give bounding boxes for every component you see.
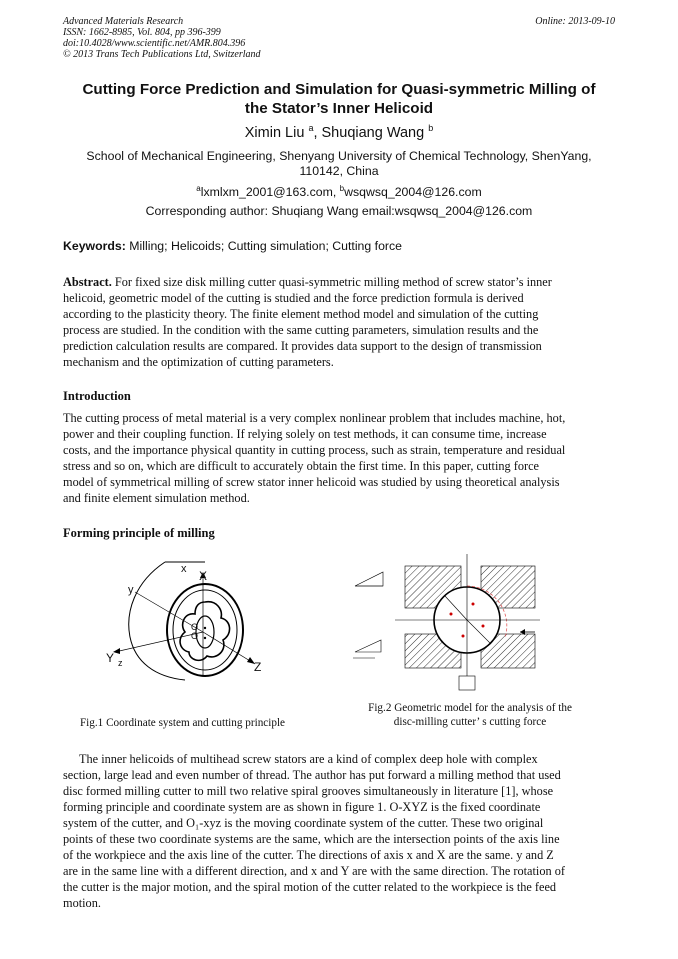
intro-line-1: The cutting process of metal material is a very complex nonlinear problem that includes machine, hot, bbox=[63, 411, 566, 425]
abstract bbox=[63, 274, 614, 370]
title-line-1: Cutting Force Prediction and Simulation for Quasi-symmetric Milling of bbox=[82, 81, 596, 98]
fig1-cutter-disc bbox=[196, 616, 214, 648]
introduction-body bbox=[63, 410, 614, 506]
author-2: Shuqiang Wang bbox=[321, 124, 425, 141]
abstract-line-1: For fixed size disk milling cutter quasi-symmetric milling method of screw stator’s inner bbox=[114, 275, 552, 289]
fig1-label-Y: Y bbox=[106, 651, 115, 665]
fig1-label-z: z bbox=[118, 658, 123, 668]
figure-1-caption: Fig.1 Coordinate system and cutting principle bbox=[79, 717, 286, 729]
introduction-heading: Introduction bbox=[63, 389, 131, 403]
fig1-helicoid-profile bbox=[180, 602, 230, 661]
paper-title bbox=[40, 80, 638, 118]
authors bbox=[40, 123, 638, 141]
figure-2-diagram bbox=[345, 548, 545, 693]
abstract-line-4: process are studied. In the condition with the same cutting parameters, simulation results and the bbox=[63, 323, 539, 337]
author-sep: , bbox=[313, 124, 318, 141]
online-date: Online: 2013-09-10 bbox=[535, 16, 615, 27]
intro-line-5: model of symmetrical milling of screw stator inner helicoid was studied by using theoretical analysis bbox=[63, 475, 560, 489]
figure-2-caption bbox=[340, 701, 600, 729]
fig1-label-Z: Z bbox=[254, 660, 262, 674]
fig2-velocity-triangle-bottom bbox=[355, 640, 381, 652]
body-line-5: system of the cutter, and O₁-xyz is the moving coordinate system of the cutter. These two original bbox=[63, 816, 544, 830]
abstract-line-2: helicoid, geometric model of the cutting is studied and the force prediction formula is derived bbox=[63, 291, 524, 305]
affiliation-line-1: School of Mechanical Engineering, Shenyang University of Chemical Technology, ShenYang, bbox=[86, 149, 592, 163]
author-1: Ximin Liu bbox=[244, 124, 305, 141]
fig1-label-O: O bbox=[191, 622, 199, 632]
body-line-9: the cutter is the major motion, and the spiral motion of the cutter related to the workpiece is the feed bbox=[63, 880, 557, 894]
body-line-10: motion. bbox=[63, 896, 101, 910]
email-b-sup: b bbox=[339, 184, 345, 193]
abstract-label: Abstract. bbox=[63, 275, 112, 289]
title-line-2: the Stator’s Inner Helicoid bbox=[244, 100, 434, 117]
corresponding-author: Corresponding author: Shuqiang Wang email:wsqwsq_2004@126.com bbox=[145, 204, 533, 218]
fig1-outer-ring bbox=[167, 584, 243, 676]
email-a[interactable]: lxmlxm_2001@163.com, bbox=[200, 185, 337, 200]
affiliation bbox=[40, 149, 638, 179]
fig2-force-box bbox=[459, 676, 475, 690]
intro-line-4: stress and so on, which are difficult to accurately obtain the first time. In this paper, cutting force bbox=[63, 459, 539, 473]
doi-line: doi:10.4028/www.scientific.net/AMR.804.396 bbox=[63, 38, 246, 49]
body-line-2: section, large lead and even number of thread. The author has put forward a milling method that used bbox=[63, 768, 561, 782]
fig1-label-O1: O bbox=[191, 631, 199, 641]
intro-line-2: power and their coupling function. If relying solely on test methods, it can consume time, increase bbox=[63, 427, 547, 441]
email-b[interactable]: wsqwsq_2004@126.com bbox=[344, 185, 482, 200]
abstract-line-3: according to the plasticity theory. The finite element method model and simulation of the cutting bbox=[63, 307, 539, 321]
keywords bbox=[63, 239, 402, 253]
body-paragraph bbox=[63, 751, 614, 911]
keywords-label: Keywords: bbox=[63, 239, 126, 253]
affiliation-line-2: 110142, China bbox=[299, 164, 379, 178]
fig1-label-X: X bbox=[199, 569, 208, 583]
body-line-7: of the workpiece and the axis line of the cutter. The directions of axis x and X are the same. y and Z bbox=[63, 848, 554, 862]
fig1-tube-outline bbox=[129, 562, 185, 680]
intro-line-6: and finite element simulation method. bbox=[63, 491, 250, 505]
body-line-8: are in the same line with a different direction, and x and Y are with the same direction. The rotation of bbox=[63, 864, 565, 878]
copyright-line: © 2013 Trans Tech Publications Ltd, Switzerland bbox=[63, 49, 261, 60]
forming-heading: Forming principle of milling bbox=[63, 526, 215, 540]
fig2-caption-line-1: Fig.2 Geometric model for the analysis of the bbox=[368, 702, 572, 714]
fig2-caption-line-2: disc-milling cutter’ s cutting force bbox=[393, 716, 547, 728]
email-line bbox=[40, 184, 638, 199]
journal-name: Advanced Materials Research bbox=[63, 16, 184, 27]
keywords-text: Milling; Helicoids; Cutting simulation; Cutting force bbox=[129, 239, 402, 253]
body-line-1: The inner helicoids of multihead screw stators are a kind of complex deep hole with complex bbox=[79, 752, 538, 766]
body-line-3: disc formed milling cutter to mill two relative spiral grooves simultaneously in literature [1], whose bbox=[63, 784, 554, 798]
fig1-label-y: y bbox=[128, 584, 134, 596]
body-line-6: points of these two coordinate systems are the same, which are the intersection points of the axis line bbox=[63, 832, 560, 846]
email-a-sup: a bbox=[196, 184, 201, 193]
intro-line-3: costs, and the importance physical quantity in cutting process, such as strain, temperature and residual bbox=[63, 443, 566, 457]
body-line-4: forming principle and coordinate system are as shown in figure 1. O-XYZ is the fixed coordinate bbox=[63, 800, 541, 814]
abstract-line-6: mechanism and the optimization of cutting parameters. bbox=[63, 355, 334, 369]
author-2-sup: b bbox=[428, 123, 434, 133]
fig1-z-axis bbox=[203, 632, 255, 664]
abstract-line-5: prediction calculation results are compared. It provides data support to the design of transmission bbox=[63, 339, 542, 353]
issn-line: ISSN: 1662-8985, Vol. 804, pp 396-399 bbox=[63, 27, 221, 38]
fig2-velocity-triangle-top bbox=[355, 572, 383, 586]
author-1-sup: a bbox=[308, 123, 314, 133]
fig1-y-arrow bbox=[113, 648, 120, 654]
fig1-label-x: x bbox=[181, 563, 187, 575]
fig1-y-axis bbox=[115, 632, 203, 652]
